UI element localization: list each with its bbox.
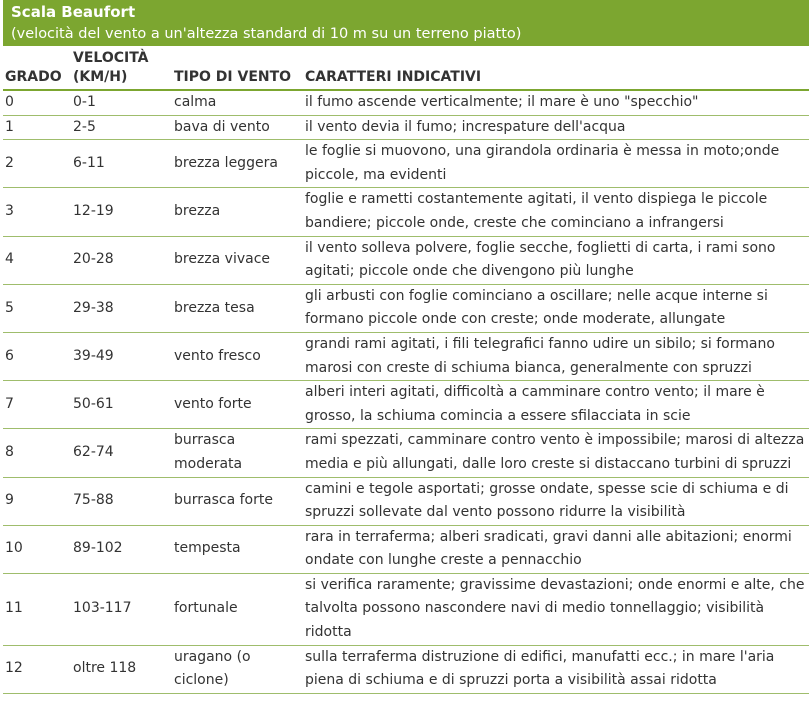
cell-grado: 8 [3,429,71,477]
cell-velocita: 2-5 [71,115,172,140]
cell-velocita: 103-117 [71,573,172,645]
cell-grado: 6 [3,332,71,380]
cell-velocita: 75-88 [71,477,172,525]
header-row [3,46,809,90]
cell-tipo: fortunale [172,573,303,645]
cell-caratteri: rami spezzati, camminare contro vento è impossibile; marosi di altezza media e più allungati, dalle loro creste si distaccano turbini di spruzzi [303,429,809,477]
cell-velocita: 0-1 [71,90,172,115]
table-row [3,525,809,573]
table-row [3,332,809,380]
cell-grado: 2 [3,140,71,188]
cell-velocita: 12-19 [71,188,172,236]
cell-caratteri: gli arbusti con foglie cominciano a oscillare; nelle acque interne si formano piccole onde con creste; onde moderate, allungate [303,284,809,332]
table-row [3,573,809,645]
table-row [3,140,809,188]
cell-tipo: tempesta [172,525,303,573]
cell-caratteri: camini e tegole asportati; grosse ondate, spesse scie di schiuma e di spruzzi sollevate dal vento possono ridurre la visibilità [303,477,809,525]
header-grado: GRADO [5,69,62,85]
cell-tipo: brezza leggera [172,140,303,188]
header-tipo: TIPO DI VENTO [174,69,292,85]
table-row [3,645,809,693]
cell-tipo: bava di vento [172,115,303,140]
cell-tipo: brezza vivace [172,236,303,284]
cell-velocita: 29-38 [71,284,172,332]
cell-tipo: burrasca moderata [172,429,303,477]
cell-caratteri: le foglie si muovono, una girandola ordinaria è messa in moto;onde piccole, ma evidenti [303,140,809,188]
caption-subtitle: (velocità del vento a un'altezza standard di 10 m su un terreno piatto) [11,26,522,42]
cell-grado: 1 [3,115,71,140]
caption-title: Scala Beaufort [11,3,136,21]
table-row [3,115,809,140]
cell-velocita: 50-61 [71,381,172,429]
table-row [3,90,809,115]
cell-velocita: 20-28 [71,236,172,284]
cell-grado: 5 [3,284,71,332]
cell-caratteri: il vento solleva polvere, foglie secche, foglietti di carta, i rami sono agitati; piccole onde che divengono più lunghe [303,236,809,284]
cell-caratteri: foglie e rametti costantemente agitati, il vento dispiega le piccole bandiere; piccole onde, creste che cominciano a infrangersi [303,188,809,236]
cell-velocita: 6-11 [71,140,172,188]
cell-tipo: brezza [172,188,303,236]
cell-caratteri: sulla terraferma distruzione di edifici, manufatti ecc.; in mare l'aria piena di schiuma e di spruzzi porta a visibilità assai ridotta [303,645,809,693]
cell-grado: 12 [3,645,71,693]
cell-grado: 7 [3,381,71,429]
beaufort-table-container [3,0,809,694]
cell-tipo: uragano (o ciclone) [172,645,303,693]
cell-velocita: 89-102 [71,525,172,573]
table-row [3,477,809,525]
beaufort-table [3,46,809,694]
table-row [3,188,809,236]
table-row [3,381,809,429]
table-row [3,429,809,477]
cell-tipo: vento fresco [172,332,303,380]
cell-grado: 0 [3,90,71,115]
cell-grado: 9 [3,477,71,525]
table-caption [3,0,809,46]
header-caratteri: CARATTERI INDICATIVI [305,69,482,85]
cell-caratteri: grandi rami agitati, i fili telegrafici fanno udire un sibilo; si formano marosi con creste di schiuma bianca, generalmente con spruzzi [303,332,809,380]
cell-tipo: calma [172,90,303,115]
cell-velocita: oltre 118 [71,645,172,693]
cell-caratteri: si verifica raramente; gravissime devastazioni; onde enormi e alte, che talvolta possono nascondere navi di medio tonnellaggio; visibilità ridotta [303,573,809,645]
cell-velocita: 62-74 [71,429,172,477]
cell-caratteri: il fumo ascende verticalmente; il mare è uno "specchio" [303,90,809,115]
cell-tipo: vento forte [172,381,303,429]
cell-grado: 4 [3,236,71,284]
table-row [3,284,809,332]
cell-grado: 10 [3,525,71,573]
cell-tipo: burrasca forte [172,477,303,525]
cell-grado: 11 [3,573,71,645]
header-velocita: VELOCITÀ (KM/H) [73,50,149,85]
cell-velocita: 39-49 [71,332,172,380]
cell-caratteri: alberi interi agitati, difficoltà a camminare contro vento; il mare è grosso, la schiuma comincia a essere sfilacciata in scie [303,381,809,429]
cell-grado: 3 [3,188,71,236]
cell-tipo: brezza tesa [172,284,303,332]
cell-caratteri: il vento devia il fumo; increspature dell'acqua [303,115,809,140]
cell-caratteri: rara in terraferma; alberi sradicati, gravi danni alle abitazioni; enormi ondate con lunghe creste a pennacchio [303,525,809,573]
table-row [3,236,809,284]
